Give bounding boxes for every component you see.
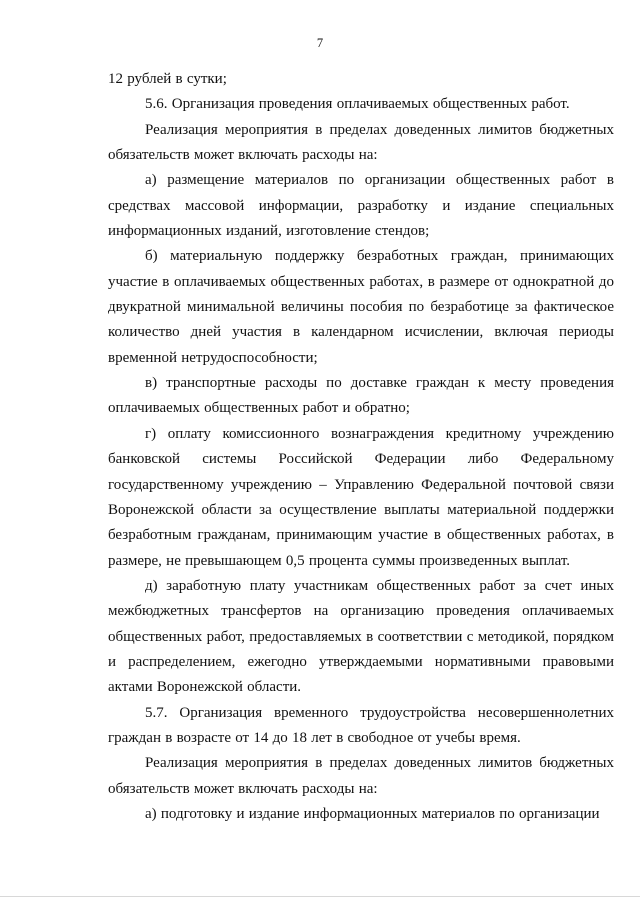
list-item-d-5-6: д) заработную плату участникам общественных работ за счет иных межбюджетных трансфертов на организацию проведения оплачиваемых общественных работ, предоставляемых в соответствии с методикой, порядком и распределением, ежегодно утверждаемыми нормативными правовыми актами Воронежской области. [108, 577, 614, 696]
section-heading-5-7: 5.7. Организация временного трудоустройства несовершеннолетних граждан в возрасте от 14 до 18 лет в свободное от учебы время. [108, 704, 614, 746]
list-item-a-5-6: а) размещение материалов по организации общественных работ в средствах массовой информации, разработку и издание специальных информационных изданий, изготовление стендов; [108, 172, 614, 240]
paragraph-intro-5-7: Реализация мероприятия в пределах доведенных лимитов бюджетных обязательств может включать расходы на: [108, 755, 614, 797]
list-item-a-5-7: а) подготовку и издание информационных материалов по организации [145, 805, 600, 822]
list-item-b-5-6: б) материальную поддержку безработных граждан, принимающих участие в оплачиваемых общественных работах, в размере от однократной до двукратной минимальной величины пособия по безработице за фактическое количество дней участия в календарном исчислении, включая периоды временной нетрудоспособности; [108, 248, 614, 366]
list-item-v-5-6: в) транспортные расходы по доставке граждан к месту проведения оплачиваемых общественных работ и обратно; [108, 375, 614, 417]
document-body [108, 67, 614, 827]
page-number: 7 [316, 36, 324, 50]
paragraph-intro-5-6: Реализация мероприятия в пределах доведенных лимитов бюджетных обязательств может включать расходы на: [108, 121, 614, 164]
paragraph-continuation: 12 рублей в сутки; [108, 71, 227, 87]
page-bottom-edge [0, 896, 640, 897]
section-heading-5-6: 5.6. Организация проведения оплачиваемых общественных работ. [145, 96, 570, 113]
list-item-g-5-6: г) оплату комиссионного вознаграждения кредитному учреждению банковской системы Российской Федерации либо Федеральному государственному учреждению – Управлению Федеральной почтовой связи Воронежской области за осуществление выплаты материальной поддержки безработным гражданам, принимающим участие в общественных работах, в размере, не превышающем 0,5 процента суммы произведенных выплат. [108, 425, 614, 569]
